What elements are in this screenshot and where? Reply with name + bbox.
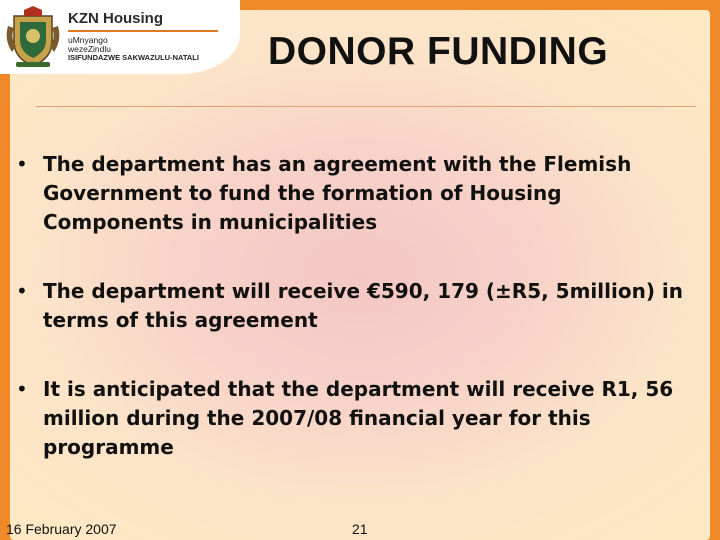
bullet-text: The department will receive €590, 179 (±R5, 5million) in terms of this agreement (43, 279, 684, 332)
bullet-dot-icon: • (16, 377, 28, 401)
logo (0, 0, 240, 74)
logo-title: KZN Housing (68, 10, 163, 27)
footer-page-number: 21 (352, 521, 368, 537)
logo-subtitle-1: uMnyango (68, 35, 108, 45)
footer-date: 16 February 2007 (6, 521, 117, 537)
bullet-text: The department has an agreement with the Flemish Government to fund the formation of Housing Components in municipalities (43, 152, 632, 234)
slide-title: DONOR FUNDING (268, 30, 609, 73)
logo-subtitle-2: wezeZindlu (68, 44, 111, 54)
coat-of-arms-icon (4, 6, 62, 68)
logo-subtitle-3: ISIFUNDAZWE SAKWAZULU-NATALI (68, 53, 199, 62)
bullet-dot-icon: • (16, 279, 28, 303)
title-divider (36, 106, 696, 107)
logo-underline (68, 30, 218, 32)
bullet-text: It is anticipated that the department will receive R1, 56 million during the 2007/08 financial year for this programme (43, 377, 674, 459)
bullet-dot-icon: • (16, 152, 28, 176)
